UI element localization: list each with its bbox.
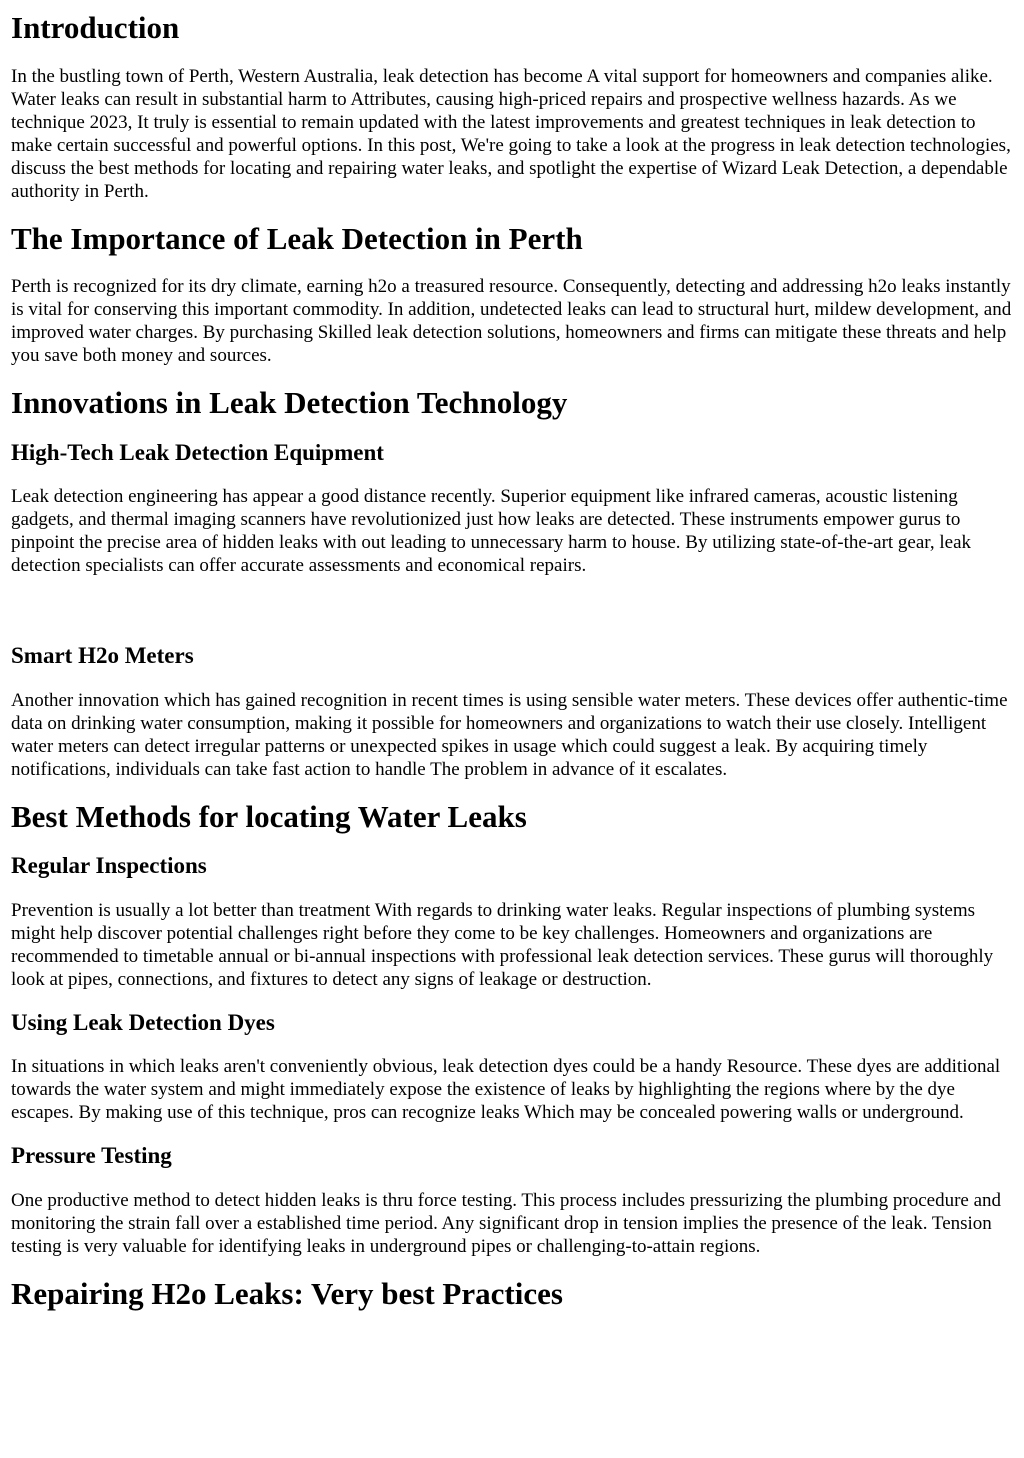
heading-importance: The Importance of Leak Detection in Perth	[11, 220, 583, 256]
paragraph-equipment: Leak detection engineering has appear a good distance recently. Superior equipment like infrared cameras, acoustic listening gadgets, and thermal imaging scanners have revolutionized just how leaks are detected. These instruments empower gurus to pinpoint the precise area of hidden leaks with out leading to unnecessary harm to house. By utilizing state-of-the-art gear, leak detection specialists can offer accurate assessments and economical repairs.	[11, 486, 972, 577]
paragraph-dyes: In situations in which leaks aren't conveniently obvious, leak detection dyes could be a handy Resource. These dyes are additional towards the water system and might immediately expose the existence of leaks by highlighting the regions where by the dye escapes. By making use of this technique, pros can recognize leaks Which may be concealed powering walls or underground.	[11, 1056, 1001, 1124]
heading-equipment: High-Tech Leak Detection Equipment	[11, 439, 384, 465]
paragraph-pressure-testing: One productive method to detect hidden leaks is thru force testing. This process includes pressurizing the plumbing procedure and monitoring the strain fall over a established time period. Any significant drop in tension implies the presence of the leak. Tension testing is very valuable for identifying leaks in underground pipes or challenging-to-attain regions.	[11, 1189, 1002, 1257]
heading-dyes: Using Leak Detection Dyes	[11, 1009, 275, 1035]
paragraph-importance: Perth is recognized for its dry climate, earning h2o a treasured resource. Consequently, detecting and addressing h2o leaks instantly is vital for conserving this important commodity. In addition, undetected leaks can lead to structural hurt, mildew development, and improved water charges. By purchasing Skilled leak detection solutions, homeowners and firms can mitigate these threats and help you save both money and sources.	[11, 276, 1012, 367]
paragraph-inspections: Prevention is usually a lot better than treatment With regards to drinking water leaks. Regular inspections of plumbing systems might help discover potential challenges right before they come to be key challenges. Homeowners and organizations are recommended to timetable annual or bi-annual inspections with professional leak detection services. These gurus will thoroughly look at pipes, connections, and fixtures to detect any signs of leakage or destruction.	[11, 899, 994, 990]
heading-introduction: Introduction	[11, 10, 180, 45]
paragraph-smart-meters: Another innovation which has gained recognition in recent times is using sensible water meters. These devices offer authentic-time data on drinking water consumption, making it possible for homeowners and organizations to watch their use closely. Intelligent water meters can detect irregular patterns or unexpected spikes in usage which could suggest a leak. By acquiring timely notifications, individuals can take fast action to handle The problem in advance of it escalates.	[11, 689, 1008, 780]
heading-inspections: Regular Inspections	[11, 853, 207, 879]
heading-pressure-testing: Pressure Testing	[11, 1143, 172, 1169]
article	[0, 10, 1024, 1311]
heading-methods: Best Methods for locating Water Leaks	[11, 798, 527, 834]
heading-innovations: Innovations in Leak Detection Technology	[11, 385, 568, 421]
section-spacer	[11, 595, 1013, 624]
heading-repairing: Repairing H2o Leaks: Very best Practices	[11, 1275, 563, 1311]
paragraph-introduction: In the bustling town of Perth, Western Australia, leak detection has become A vital support for homeowners and companies alike. Water leaks can result in substantial harm to Attributes, causing high-priced repairs and prospective wellness hazards. As we technique 2023, It truly is essential to remain updated with the latest improvements and greatest techniques in leak detection to make certain successful and powerful options. In this post, We're going to take a look at the progress in leak detection technologies, discuss the best methods for locating and repairing water leaks, and spotlight the expertise of Wizard Leak Detection, a dependable authority in Perth.	[11, 65, 1011, 202]
heading-smart-meters: Smart H2o Meters	[11, 643, 194, 669]
